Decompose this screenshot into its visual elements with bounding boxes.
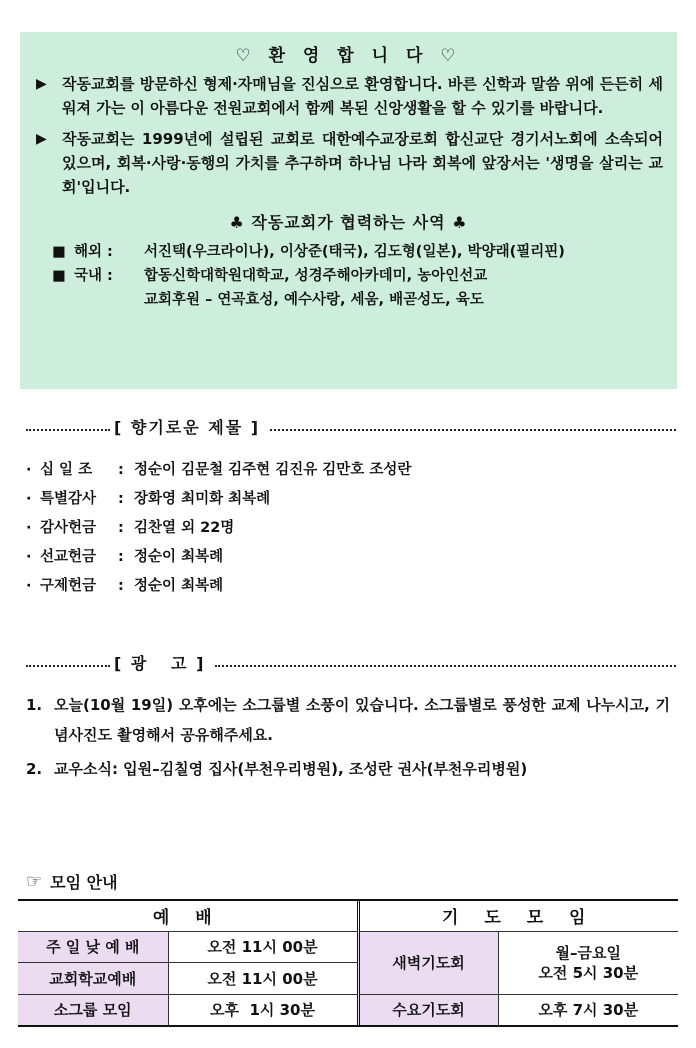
prayer-time: 오후 7시 30분: [538, 1001, 639, 1020]
prayer-name: 새벽기도회: [358, 931, 498, 994]
triangle-bullet-icon: ▶: [36, 131, 47, 147]
worship-time: 오전 11시 00분: [168, 931, 358, 963]
dotted-divider: [270, 429, 676, 431]
notice-list: [26, 690, 670, 788]
welcome-paragraph: ▶ 작동교회를 방문하신 형제·자매님을 진심으로 환영합니다. 바른 신학과 말씀 위에 든든히 세워져 가는 이 아름다운 전원교회에서 함께 복된 신앙생활을 할 수 있기를 바랍니다.: [34, 72, 663, 120]
worship-name: 소그룹 모임: [18, 994, 168, 1025]
offering-row: · 특별감사 : 장화영 최미화 최복례: [26, 491, 271, 507]
table-header-row: [18, 901, 678, 931]
square-bullet-icon: ■: [52, 268, 66, 284]
offering-list: [26, 456, 666, 601]
prayer-name: 수요기도회: [358, 994, 498, 1025]
offering-row: · 선교헌금 : 정순이 최복례: [26, 549, 224, 565]
meeting-schedule-table: [18, 899, 678, 1027]
dotted-divider: [26, 429, 110, 431]
triangle-bullet-icon: ▶: [36, 76, 47, 92]
church-intro-paragraph: ▶ 작동교회는 1999년에 설립된 교회로 대한예수교장로회 합신교단 경기서노회에 소속되어 있으며, 회복·사랑·동행의 가치를 추구하며 하나님 나라 회복에 앞장서는 '생명을 살리는 교회'입니다.: [34, 127, 663, 199]
worship-header: 예 배: [18, 901, 358, 931]
offering-row: · 감사헌금 : 김찬열 외 22명: [26, 520, 235, 536]
ministry-domestic: ■ 국내 : 합동신학대학원대학교, 성경주해아카데미, 농아인선교: [34, 264, 663, 288]
offering-row: · 구제헌금 : 정순이 최복례: [26, 578, 224, 594]
dotted-divider: [26, 665, 110, 667]
worship-name: 교회학교예배: [18, 963, 168, 995]
welcome-box: [20, 32, 677, 389]
notice-item: 1. 오늘(10월 19일) 오후에는 소그룹별 소풍이 있습니다. 소그룹별로 풍성한 교제 나누시고, 기념사진도 촬영해서 공유해주세요.: [26, 696, 670, 744]
table-row: [18, 994, 678, 1025]
notice-item: 2. 교우소식: 입원–김칠영 집사(부천우리병원), 조성란 권사(부천우리병원): [26, 760, 528, 778]
ministry-overseas: ■ 해외 : 서진택(우크라이나), 이상준(태국), 김도형(일본), 박양래(필리핀): [34, 240, 663, 264]
hand-pointing-icon: ☞: [26, 871, 43, 892]
square-bullet-icon: ■: [52, 244, 66, 260]
ministry-domestic-support: 교회후원 – 연곡효성, 예수사랑, 세움, 배곧성도, 육도: [144, 292, 484, 308]
meeting-heading: ☞ 모임 안내: [26, 871, 118, 892]
worship-name: 주 일 낮 예 배: [18, 931, 168, 963]
offering-row: · 십 일 조 : 정순이 김문철 김주현 김진유 김만호 조성란: [26, 462, 412, 478]
offering-heading: [ 향기로운 제물 ]: [26, 414, 676, 438]
ministry-title: ♣ 작동교회가 협력하는 사역 ♣: [229, 213, 468, 232]
table-row: [18, 931, 678, 963]
notice-heading: [ 광 고 ]: [26, 650, 676, 674]
dotted-divider: [215, 665, 676, 667]
worship-time: 오전 11시 00분: [168, 963, 358, 995]
prayer-time: 월–금요일 오전 5시 30분: [498, 931, 678, 994]
welcome-title: ♡ 환 영 합 니 다 ♡: [235, 46, 462, 66]
prayer-header: 기 도 모 임: [358, 901, 678, 931]
worship-time: 오후 1시 30분: [168, 994, 358, 1025]
